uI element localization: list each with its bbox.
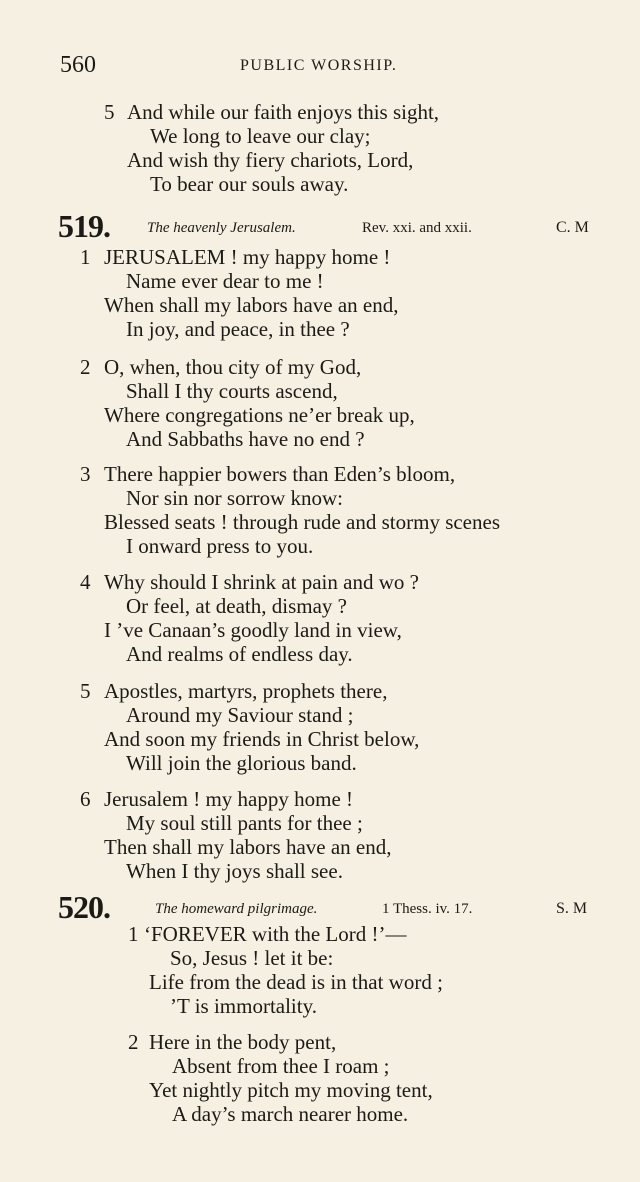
stanza-number: 3: [80, 462, 91, 486]
verse-line: Name ever dear to me !: [126, 269, 324, 293]
verse-line: Why should I shrink at pain and wo ?: [104, 570, 419, 594]
hymn-519-header: [0, 208, 640, 246]
stanza-number: 4: [80, 570, 91, 594]
hymn-title: The homeward pilgrimage.: [155, 901, 318, 917]
verse-line: And realms of endless day.: [126, 642, 353, 666]
stanza-number: 5: [80, 679, 91, 703]
verse-line: So, Jesus ! let it be:: [170, 946, 334, 970]
verse-line: Then shall my labors have an end,: [104, 835, 392, 859]
hymn-520-stanza-2: [0, 1030, 640, 1126]
hymn-number: 520.: [58, 889, 110, 925]
verse-line: JERUSALEM ! my happy home !: [104, 245, 391, 269]
hymn-519-stanza-5: [0, 679, 640, 775]
stanza-number: 6: [80, 787, 91, 811]
verse-line: Life from the dead is in that word ;: [149, 970, 443, 994]
verse-line: ‘FOREVER with the Lord !’—: [144, 922, 407, 946]
verse-line: Blessed seats ! through rude and stormy scenes: [104, 510, 500, 534]
scripture-reference: 1 Thess. iv. 17.: [382, 901, 473, 917]
verse-line: Absent from thee I roam ;: [172, 1054, 390, 1078]
verse-line: There happier bowers than Eden’s bloom,: [104, 462, 456, 486]
hymn-519-stanza-1: [0, 245, 640, 341]
stanza-number: 2: [80, 355, 91, 379]
verse-line: And soon my friends in Christ below,: [104, 727, 420, 751]
continued-stanza: [0, 100, 640, 196]
hymn-title: The heavenly Jerusalem.: [147, 220, 296, 236]
hymn-520-stanza-1: [0, 922, 640, 1018]
stanza-number: 1: [128, 922, 139, 946]
hymn-519-stanza-2: [0, 355, 640, 451]
verse-line: O, when, thou city of my God,: [104, 355, 362, 379]
verse-line: We long to leave our clay;: [150, 124, 371, 148]
verse-line: Apostles, martyrs, prophets there,: [104, 679, 388, 703]
verse-line: I ’ve Canaan’s goodly land in view,: [104, 618, 402, 642]
verse-line: Nor sin nor sorrow know:: [126, 486, 343, 510]
verse-line: Jerusalem ! my happy home !: [104, 787, 354, 811]
hymn-meter: C. M: [556, 219, 589, 236]
verse-line: Shall I thy courts ascend,: [126, 379, 338, 403]
verse-line: I onward press to you.: [126, 534, 314, 558]
verse-line: ’T is immortality.: [170, 994, 317, 1018]
hymn-519-stanza-4: [0, 570, 640, 666]
hymn-519-stanza-3: [0, 462, 640, 558]
hymn-meter: S. M: [556, 900, 588, 917]
verse-line: Here in the body pent,: [149, 1030, 337, 1054]
page-number: 560: [60, 52, 96, 78]
verse-line: And while our faith enjoys this sight,: [127, 100, 440, 124]
verse-line: To bear our souls away.: [150, 172, 349, 196]
scripture-reference: Rev. xxi. and xxii.: [362, 220, 472, 236]
verse-line: A day’s march nearer home.: [172, 1102, 409, 1126]
verse-line: In joy, and peace, in thee ?: [126, 317, 350, 341]
verse-line: Where congregations ne’er break up,: [104, 403, 415, 427]
running-head: [0, 52, 640, 82]
hymn-number: 519.: [58, 208, 110, 244]
verse-line: And Sabbaths have no end ?: [126, 427, 365, 451]
verse-line: When shall my labors have an end,: [104, 293, 399, 317]
stanza-number: 2: [128, 1030, 139, 1054]
verse-line: When I thy joys shall see.: [126, 859, 343, 883]
stanza-number: 5: [104, 100, 115, 124]
verse-line: Yet nightly pitch my moving tent,: [149, 1078, 433, 1102]
running-title: PUBLIC WORSHIP.: [240, 57, 398, 74]
verse-line: My soul still pants for thee ;: [126, 811, 363, 835]
verse-line: Or feel, at death, dismay ?: [126, 594, 347, 618]
verse-line: Will join the glorious band.: [126, 751, 357, 775]
verse-line: And wish thy fiery chariots, Lord,: [127, 148, 414, 172]
verse-line: Around my Saviour stand ;: [126, 703, 354, 727]
hymn-519-stanza-6: [0, 787, 640, 883]
stanza-number: 1: [80, 245, 91, 269]
